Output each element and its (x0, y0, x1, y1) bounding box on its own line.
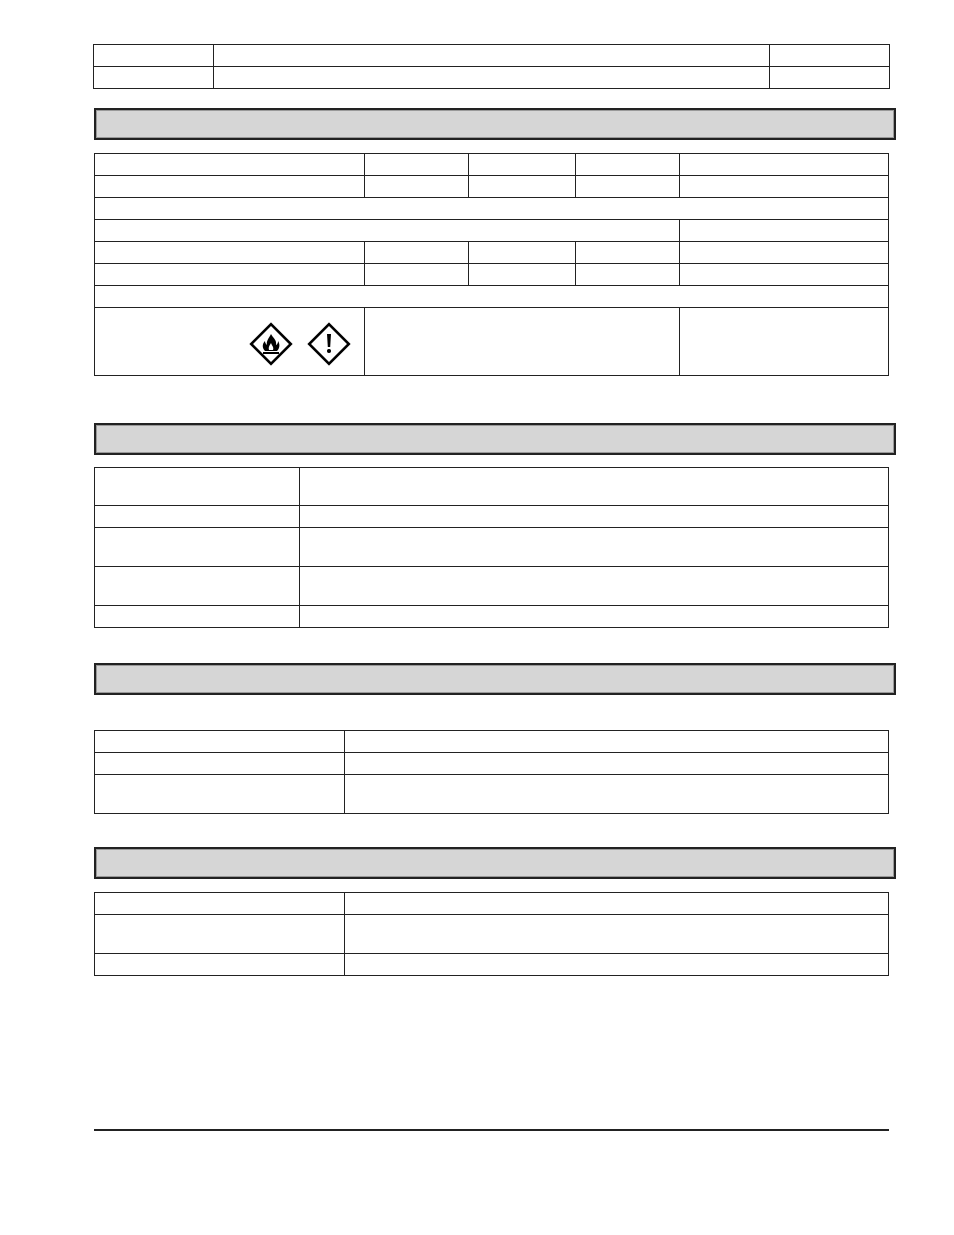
table-cell (95, 154, 365, 176)
table-cell (95, 220, 680, 242)
table-cell (680, 154, 889, 176)
table-cell (345, 775, 889, 814)
table-row (95, 915, 889, 954)
header-table (93, 44, 890, 89)
table-cell (345, 731, 889, 753)
table-cell (576, 242, 680, 264)
table-cell (576, 154, 680, 176)
table-cell (300, 606, 889, 628)
table-cell (95, 775, 345, 814)
table-cell (95, 606, 300, 628)
table-cell (680, 242, 889, 264)
table-cell (300, 506, 889, 528)
section-1-table (94, 153, 889, 376)
table-row (95, 567, 889, 606)
table-cell (345, 954, 889, 976)
table-row (95, 753, 889, 775)
table-cell (95, 176, 365, 198)
table-cell (95, 286, 889, 308)
table-row (95, 242, 889, 264)
section-2-header (94, 423, 896, 455)
section-3-table (94, 730, 889, 814)
table-cell (345, 893, 889, 915)
table-cell (95, 242, 365, 264)
section-2-table (94, 467, 889, 628)
table-cell (95, 264, 365, 286)
table-cell (95, 954, 345, 976)
section-3-header (94, 663, 896, 695)
table-row (95, 893, 889, 915)
header-cell (94, 45, 214, 67)
table-cell (95, 528, 300, 567)
table-cell (365, 264, 469, 286)
table-row (95, 731, 889, 753)
table-cell (300, 468, 889, 506)
table-row (95, 198, 889, 220)
table-row (95, 220, 889, 242)
pictogram-cell (95, 308, 365, 376)
table-cell (365, 242, 469, 264)
table-cell (365, 308, 680, 376)
exclamation-mark-icon (307, 322, 351, 366)
table-cell (95, 567, 300, 606)
table-row (95, 506, 889, 528)
table-cell (576, 176, 680, 198)
table-row (95, 468, 889, 506)
table-cell (95, 915, 345, 954)
table-cell (469, 176, 576, 198)
header-cell (770, 45, 890, 67)
table-row (95, 528, 889, 567)
table-cell (365, 154, 469, 176)
table-cell (95, 731, 345, 753)
section-4-header (94, 847, 896, 879)
table-cell (300, 528, 889, 567)
table-cell (95, 198, 889, 220)
header-cell (214, 45, 770, 67)
table-row (95, 154, 889, 176)
header-cell (770, 67, 890, 89)
table-cell (680, 308, 889, 376)
table-cell (95, 468, 300, 506)
footer-divider (94, 1129, 889, 1131)
table-cell (95, 753, 345, 775)
table-cell (469, 154, 576, 176)
table-cell (680, 264, 889, 286)
table-cell (95, 506, 300, 528)
table-cell (95, 893, 345, 915)
section-1-header (94, 108, 896, 140)
table-cell (469, 264, 576, 286)
table-row (95, 775, 889, 814)
table-row (95, 286, 889, 308)
table-cell (345, 753, 889, 775)
hazard-pictograms (249, 322, 351, 366)
header-cell (94, 67, 214, 89)
table-row (95, 606, 889, 628)
table-cell (680, 176, 889, 198)
table-cell (680, 220, 889, 242)
table-row (95, 176, 889, 198)
table-cell (469, 242, 576, 264)
table-row (95, 308, 889, 376)
table-cell (576, 264, 680, 286)
section-4-table (94, 892, 889, 976)
table-cell (365, 176, 469, 198)
table-row (95, 264, 889, 286)
header-row (94, 45, 890, 67)
header-row (94, 67, 890, 89)
flame-icon (249, 322, 293, 366)
table-cell (345, 915, 889, 954)
header-cell (214, 67, 770, 89)
table-row (95, 954, 889, 976)
table-cell (300, 567, 889, 606)
